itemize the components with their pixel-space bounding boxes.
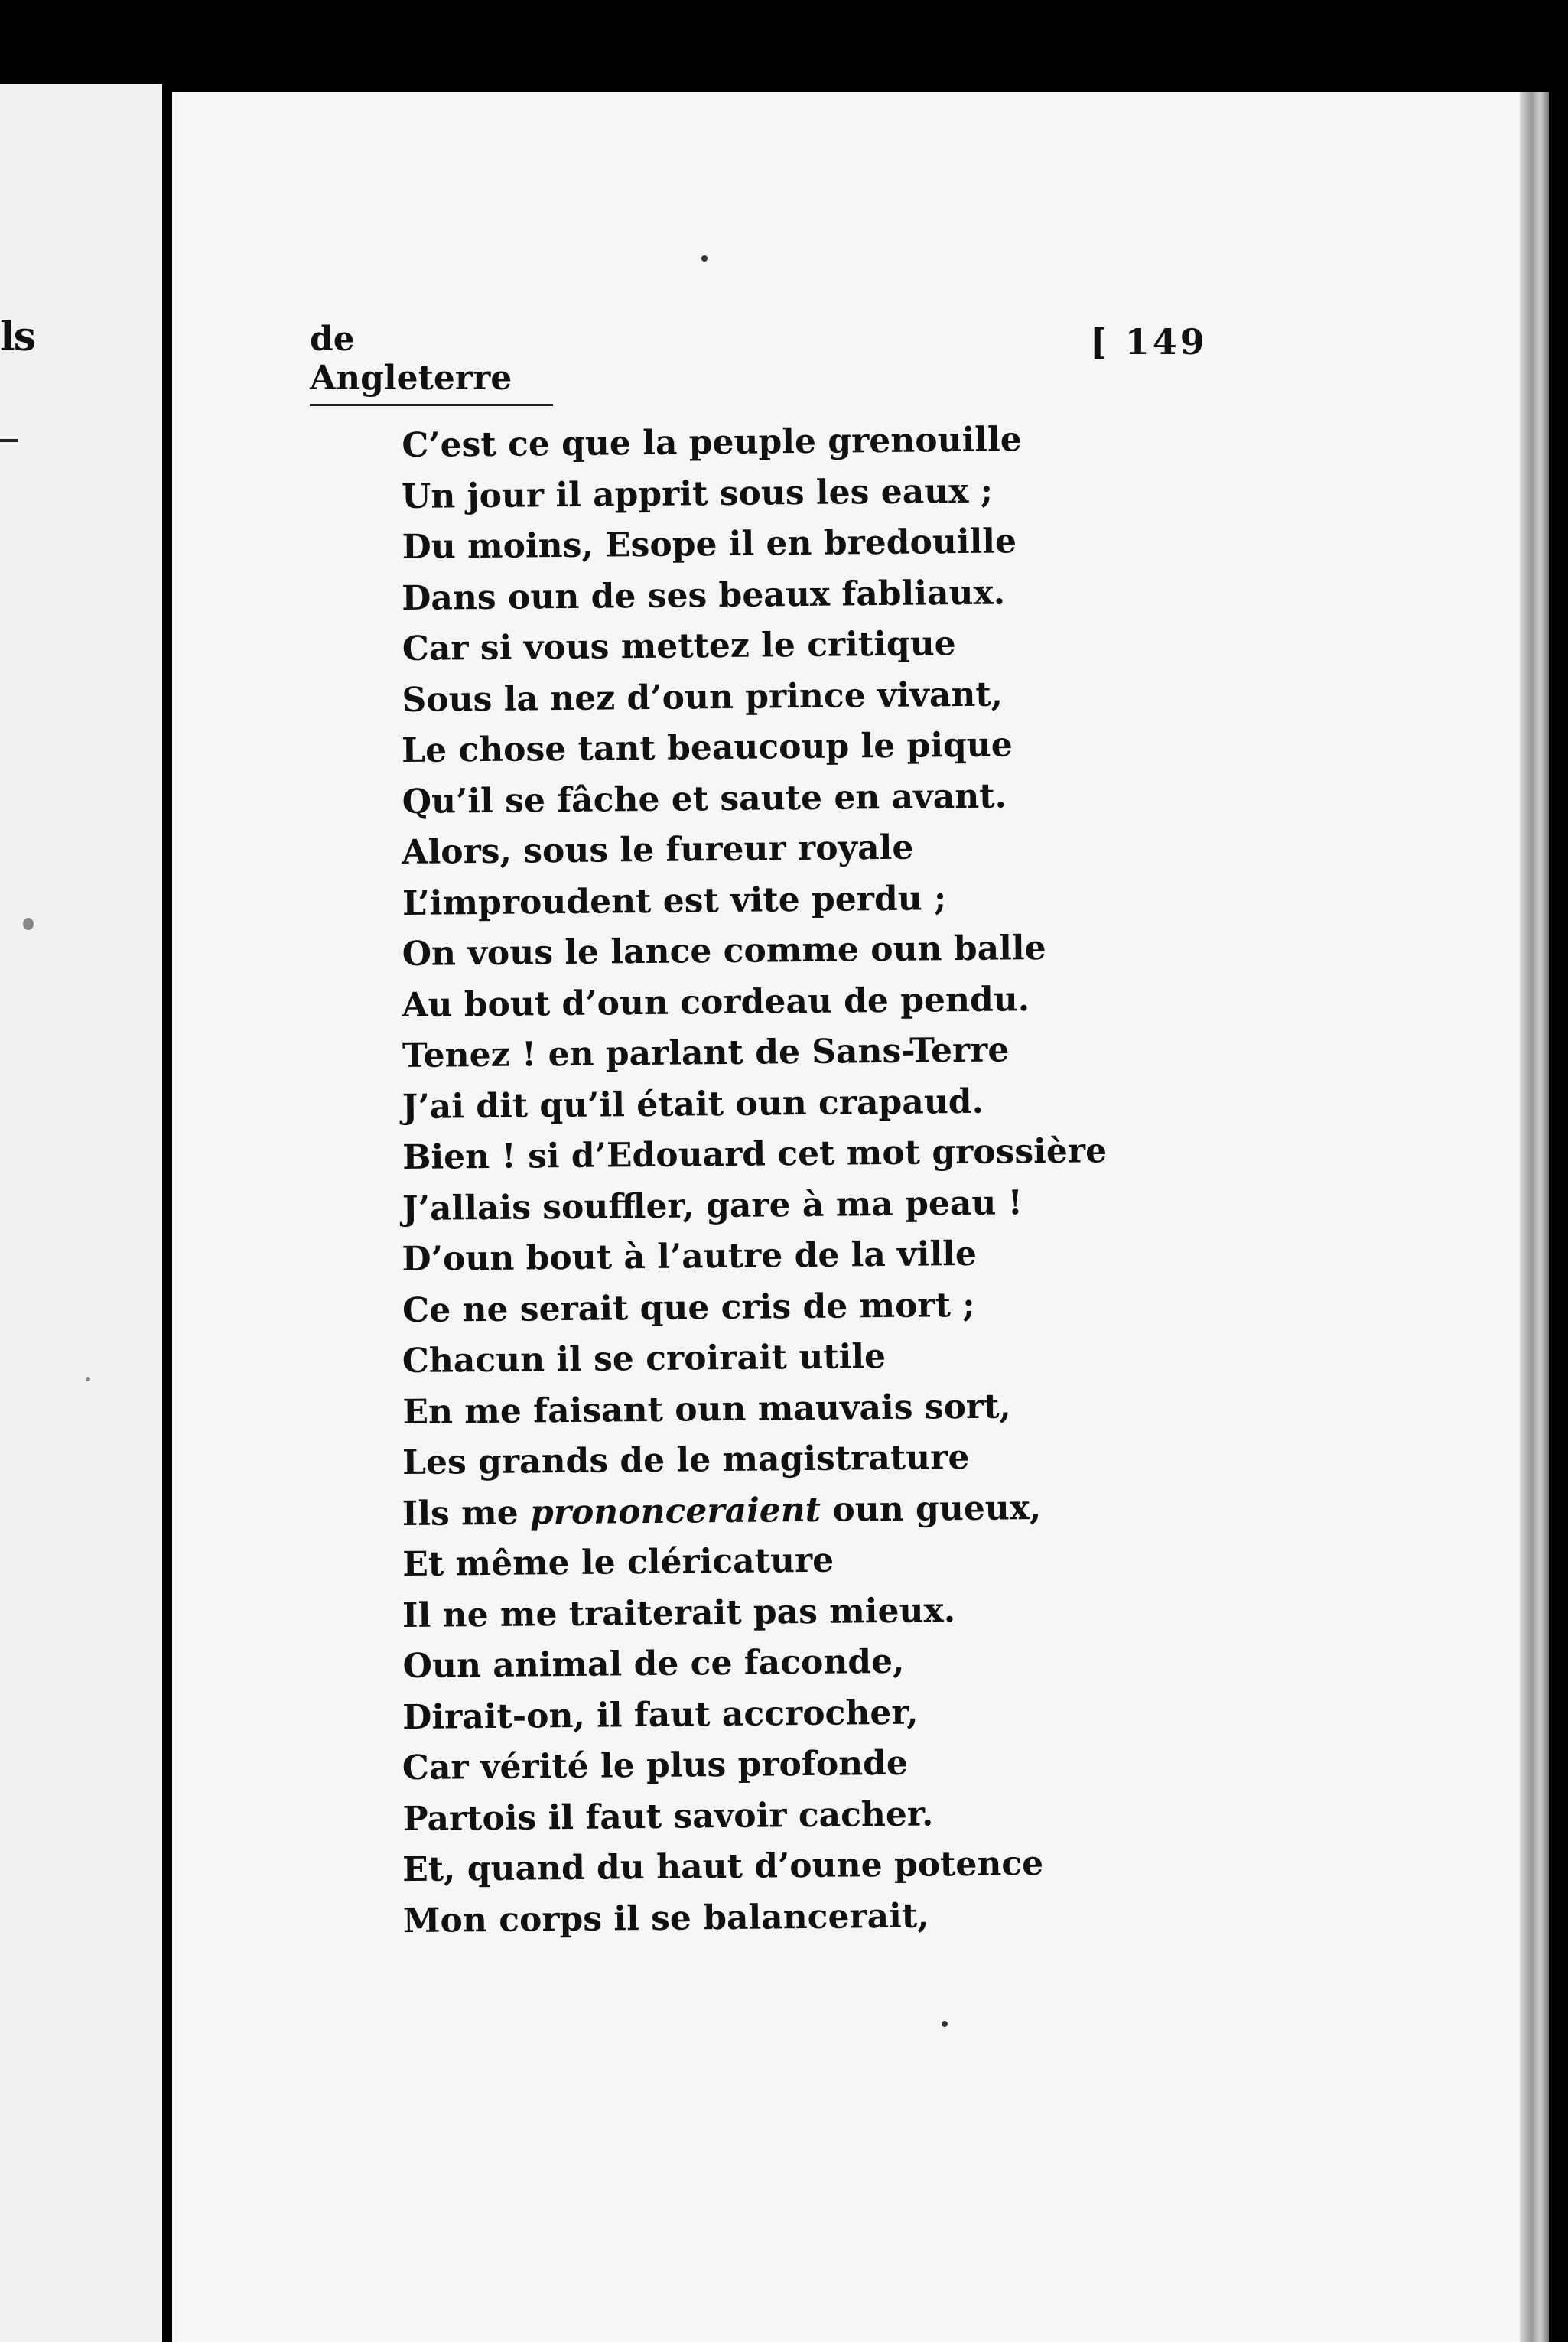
ink-speck [942,2021,948,2027]
ink-speck [701,255,708,262]
poem-line: Du moins, Esope il en bredouille [402,522,1017,568]
poem-line: Dans oun de ses beaux fabliaux. [401,572,1006,618]
poem-line: Et, quand du haut d’oune potence [402,1844,1044,1890]
poem-line: On vous le lance comme oun balle [402,928,1046,974]
poem-line [402,1482,1110,1540]
poem-line: J’allais souffler, gare à ma peau ! [402,1182,1023,1228]
poem-line: Ce ne serait que cris de mort ; [402,1285,975,1330]
speck [23,918,34,930]
poem-line: Tenez ! en parlant de Sans-Terre [402,1030,1010,1076]
poem-line: Car vérité le plus profonde [402,1743,909,1788]
italic-word: prononceraient [529,1490,821,1532]
poem-line: Bien ! si d’Edouard cet mot grossière [402,1131,1108,1178]
poem-line: Oun animal de ce faconde, [402,1641,905,1687]
poem-line-text: Ils me [402,1492,531,1534]
left-page-header-fragment: ls [0,314,35,360]
poem-line-text: oun gueux, [820,1488,1042,1530]
poem-line: Partois il faut savoir cacher. [402,1794,934,1839]
poem-line: D’oun bout à l’autre de la ville [402,1234,978,1280]
poem-line: Dirait-on, il faut accrocher, [402,1693,919,1737]
poem-line: Chacun il se croirait utile [402,1336,886,1381]
poem-line: Il ne me traiterait pas mieux. [402,1590,956,1635]
poem-line: Au bout d’oun cordeau de pendu. [402,979,1030,1025]
left-page-rule [0,439,18,442]
poem-line: Alors, sous le fureur royale [402,828,914,873]
poem-line: Un jour il apprit sous les eaux ; [401,471,994,516]
poem-line: Sous la nez d’oun prince vivant, [402,674,1004,720]
page-number: [ 149 [1090,321,1208,363]
poem-line: Et même le cléricature [402,1540,834,1585]
poem-line: Car si vous mettez le critique [402,624,956,669]
poem-line: L’improudent est vite perdu ; [402,878,947,923]
poem-line: Qu’il se fâche et saute en avant. [402,776,1007,821]
left-page [0,84,162,2342]
poem-line: Les grands de le magistrature [402,1437,970,1483]
speck [86,1377,90,1381]
page-edge [1520,92,1549,2342]
poem-line: En me faisant oun mauvais sort, [402,1386,1011,1432]
poem-line: Mon corps il se balancerait, [402,1895,929,1940]
poem-line: J’ai dit qu’il était oun crapaud. [402,1082,984,1127]
right-page [172,92,1549,2342]
poem-line: C’est ce que la peuple grenouille [402,420,1022,465]
running-head: de Angleterre [310,320,553,406]
poem [402,414,1114,1947]
poem-line: Le chose tant beaucoup le pique [401,725,1013,771]
